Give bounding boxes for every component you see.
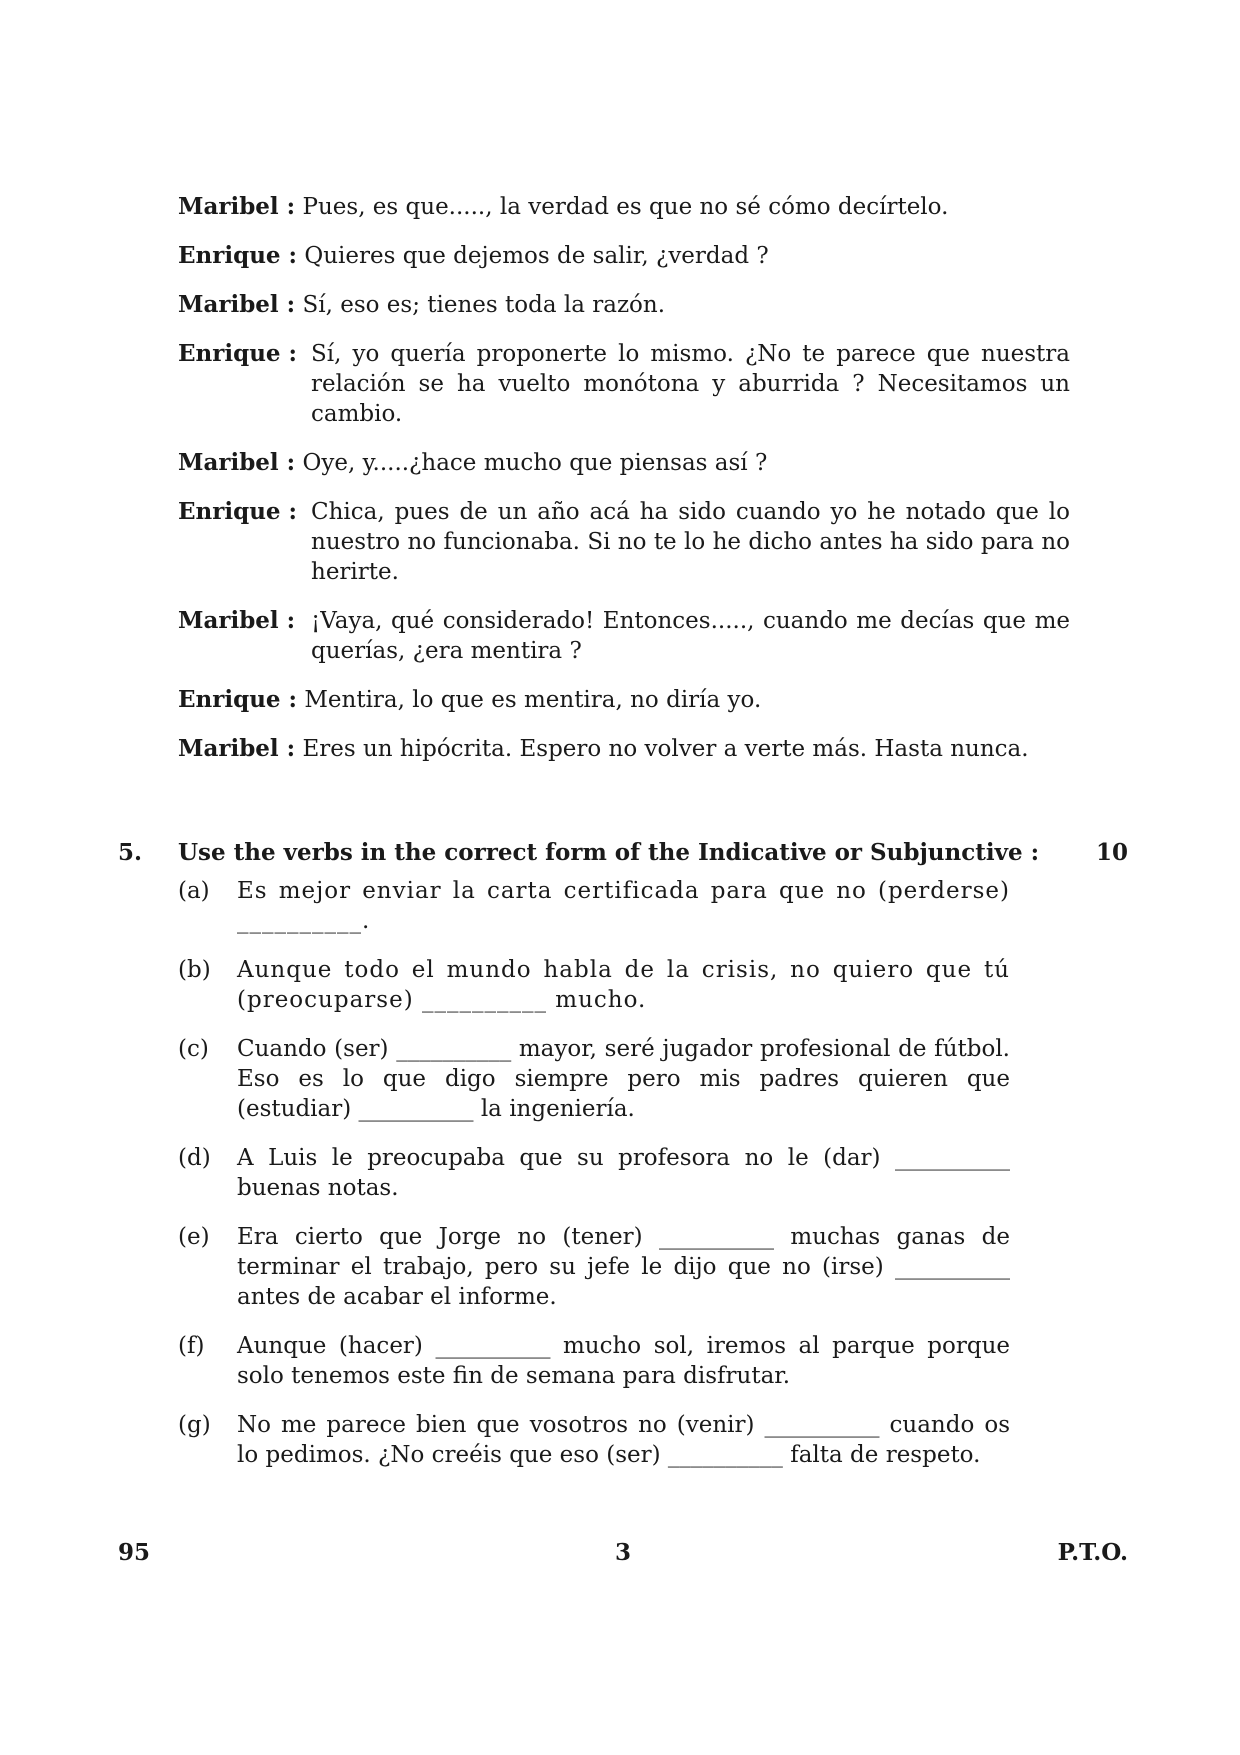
pto-note: P.T.O. [1057, 1539, 1128, 1566]
question-number: 5. [118, 839, 143, 866]
question-title: Use the verbs in the correct form of the Indicative or Subjunctive : [178, 839, 1040, 866]
dialogue-line: Sí, yo quería proponerte lo mismo. ¿No te parece que nuestra relación se ha vuelto monótona y aburrida ? Necesitamos un cambio. [311, 341, 1070, 427]
item-label: (g) [178, 1412, 211, 1438]
question-item [178, 955, 1010, 1015]
question-item [178, 876, 1010, 936]
speaker-label: Enrique : [178, 686, 298, 713]
question-5 [118, 838, 1128, 1489]
question-marks: 10 [1095, 839, 1128, 866]
item-label: (f) [178, 1333, 205, 1359]
dialogue-line: Sí, eso es; tienes toda la razón. [302, 292, 666, 318]
item-text: Aunque todo el mundo habla de la crisis, no quiero que tú (preocuparse) __________ mucho. [237, 957, 1010, 1013]
speaker-label: Enrique : [178, 340, 298, 367]
question-items [178, 876, 1010, 1470]
speaker-label: Maribel : [178, 735, 296, 762]
item-text: No me parece bien que vosotros no (venir) __________ cuando os lo pedimos. ¿No creéis que eso (ser) __________ falta de respeto. [237, 1412, 1010, 1468]
dialogue-line: Chica, pues de un año acá ha sido cuando yo he notado que lo nuestro no funcionaba. Si no te lo he dicho antes ha sido para no herirte. [311, 499, 1070, 585]
item-label: (b) [178, 957, 211, 983]
speaker-label: Maribel : [178, 607, 296, 634]
question-heading [118, 838, 1128, 872]
dialogue [178, 192, 1070, 783]
dialogue-turn [178, 606, 1070, 666]
dialogue-line: Quieres que dejemos de salir, ¿verdad ? [304, 243, 769, 269]
speaker-label: Enrique : [178, 498, 298, 525]
dialogue-turn [178, 734, 1070, 764]
dialogue-turn [178, 497, 1070, 587]
dialogue-line: Eres un hipócrita. Espero no volver a verte más. Hasta nunca. [302, 736, 1029, 762]
item-text: Es mejor enviar la carta certificada para que no (perderse) __________. [237, 878, 1010, 934]
dialogue-line: Pues, es que....., la verdad es que no sé cómo decírtelo. [302, 194, 949, 220]
speaker-label: Maribel : [178, 193, 296, 220]
item-text: A Luis le preocupaba que su profesora no le (dar) __________ buenas notas. [237, 1145, 1010, 1201]
question-item [178, 1410, 1010, 1470]
dialogue-turn [178, 290, 1070, 320]
dialogue-line: ¡Vaya, qué considerado! Entonces....., cuando me decías que me querías, ¿era mentira ? [311, 608, 1070, 664]
page-number: 3 [614, 1539, 631, 1566]
dialogue-turn [178, 241, 1070, 271]
speaker-label: Maribel : [178, 291, 296, 318]
item-text: Era cierto que Jorge no (tener) __________ muchas ganas de terminar el trabajo, pero su jefe le dijo que no (irse) __________ antes de acabar el informe. [237, 1224, 1010, 1310]
item-text: Cuando (ser) __________ mayor, seré jugador profesional de fútbol. Eso es lo que digo siempre pero mis padres quieren que (estudiar) __________ la ingeniería. [237, 1036, 1010, 1122]
item-label: (d) [178, 1145, 211, 1171]
dialogue-turn [178, 339, 1070, 429]
item-label: (c) [178, 1036, 209, 1062]
item-label: (a) [178, 878, 210, 904]
dialogue-line: Mentira, lo que es mentira, no diría yo. [304, 687, 762, 713]
paper-code: 95 [118, 1539, 151, 1566]
dialogue-turn [178, 685, 1070, 715]
item-text: Aunque (hacer) __________ mucho sol, iremos al parque porque solo tenemos este fin de semana para disfrutar. [237, 1333, 1010, 1389]
page-footer [118, 1538, 1128, 1572]
speaker-label: Maribel : [178, 449, 296, 476]
speaker-label: Enrique : [178, 242, 298, 269]
dialogue-turn [178, 192, 1070, 222]
dialogue-turn [178, 448, 1070, 478]
question-item [178, 1034, 1010, 1124]
item-label: (e) [178, 1224, 210, 1250]
question-item [178, 1331, 1010, 1391]
question-item [178, 1222, 1010, 1312]
dialogue-line: Oye, y.....¿hace mucho que piensas así ? [302, 450, 768, 476]
question-item [178, 1143, 1010, 1203]
